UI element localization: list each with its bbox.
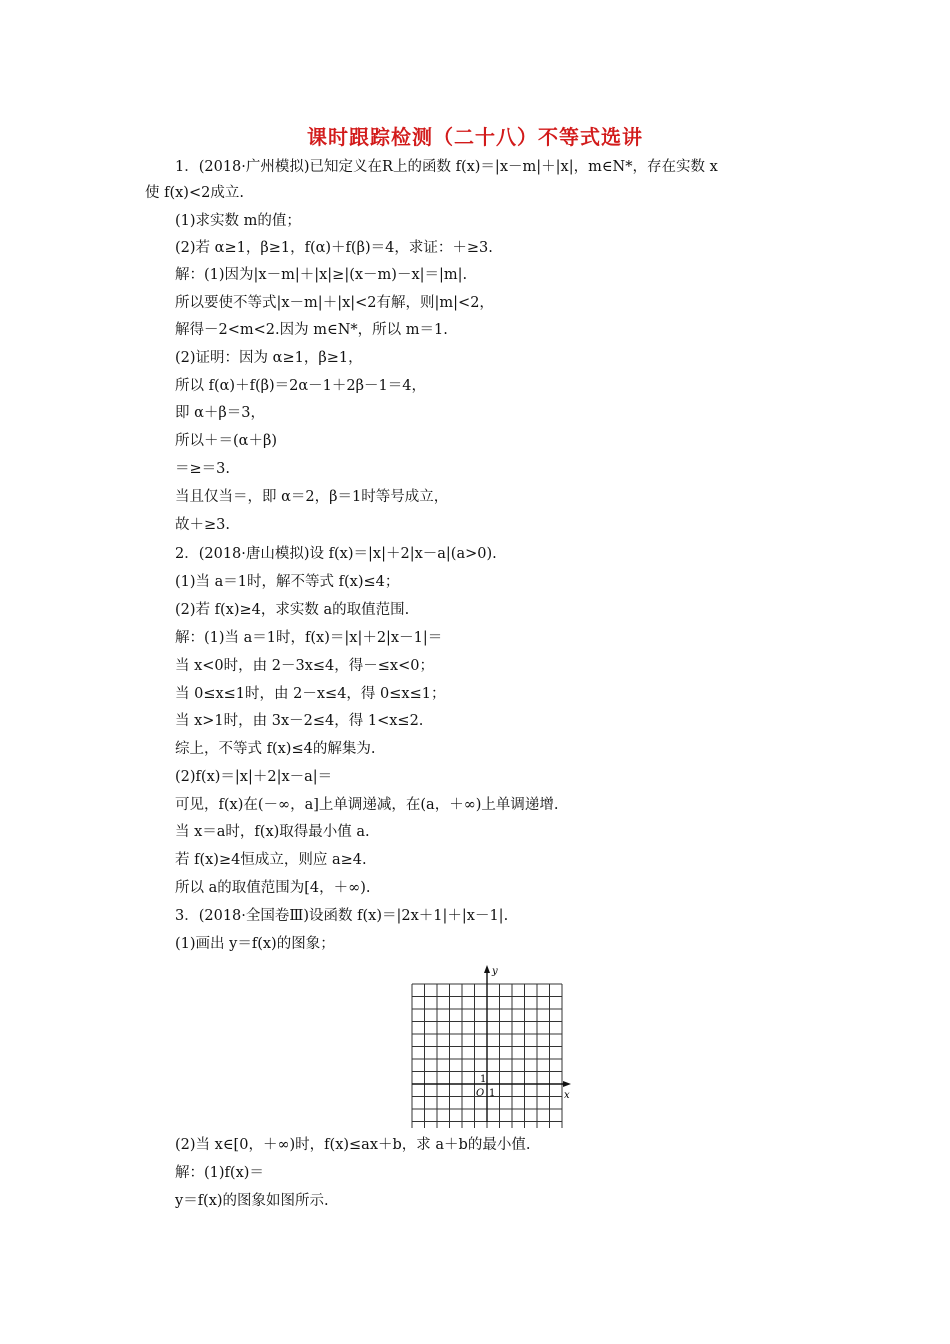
grid-svg <box>400 962 575 1128</box>
problem-1-part-2: (2)若 α≥1，β≥1，f(α)＋f(β)＝4，求证：＋≥3. <box>175 240 493 256</box>
x-axis-label: x <box>564 1090 570 1101</box>
solution-line: 即 α＋β＝3， <box>175 405 266 421</box>
solution-line: 所以要使不等式|x－m|＋|x|<2有解，则|m|<2， <box>175 295 494 311</box>
problem-2-stem: 2．(2018·唐山模拟)设 f(x)＝|x|＋2|x－a|(a>0). <box>175 546 497 562</box>
solution-line: y＝f(x)的图象如图所示. <box>175 1193 329 1209</box>
problem-1-stem: 1．(2018·广州模拟)已知定义在R上的函数 f(x)＝|x－m|＋|x|，m∈N*，存在实数 x <box>175 159 718 175</box>
y-unit-label: 1 <box>480 1074 487 1085</box>
y-axis-arrow-icon <box>484 965 490 973</box>
problem-2-part-2: (2)若 f(x)≥4，求实数 a的取值范围. <box>175 602 410 618</box>
x-axis-arrow-icon <box>563 1081 571 1087</box>
solution-line: 当且仅当＝，即 α＝2，β＝1时等号成立， <box>175 489 449 505</box>
solution-line: 解：(1)当 a＝1时，f(x)＝|x|＋2|x－1|＝ <box>175 630 443 646</box>
solution-line: 所以 a的取值范围为[4，＋∞). <box>175 880 371 896</box>
solution-line: 所以＋＝(α＋β) <box>175 433 277 449</box>
origin-label: O <box>476 1088 485 1099</box>
problem-1-stem-cont: 使 f(x)<2成立. <box>145 185 244 201</box>
solution-line: 当 x>1时，由 3x－2≤4，得 1<x≤2. <box>175 713 424 729</box>
x-unit-label: 1 <box>489 1088 496 1099</box>
page-title: 课时跟踪检测（二十八）不等式选讲 <box>307 125 643 149</box>
problem-3-stem: 3．(2018·全国卷Ⅲ)设函数 f(x)＝|2x＋1|＋|x－1|. <box>175 908 509 924</box>
solution-line: 若 f(x)≥4恒成立，则应 a≥4. <box>175 852 367 868</box>
coordinate-grid <box>400 962 575 1128</box>
solution-line: 解：(1)因为|x－m|＋|x|≥|(x－m)－x|＝|m|. <box>175 267 468 283</box>
solution-line: 可见，f(x)在(－∞，a]上单调递减，在(a，＋∞)上单调递增. <box>175 797 559 813</box>
solution-line: (2)f(x)＝|x|＋2|x－a|＝ <box>175 769 333 785</box>
problem-3-part-1: (1)画出 y＝f(x)的图象； <box>175 936 335 952</box>
solution-line: (2)证明：因为 α≥1，β≥1， <box>175 350 363 366</box>
solution-line: 综上，不等式 f(x)≤4的解集为. <box>175 741 376 757</box>
solution-line: 所以 f(α)＋f(β)＝2α－1＋2β－1＝4， <box>175 378 426 394</box>
problem-2-part-1: (1)当 a＝1时，解不等式 f(x)≤4； <box>175 574 400 590</box>
solution-line: 当 x<0时，由 2－3x≤4，得－≤x<0； <box>175 658 434 674</box>
solution-line: 故＋≥3. <box>175 517 230 533</box>
solution-line: 解：(1)f(x)＝ <box>175 1165 264 1181</box>
solution-line: 当 0≤x≤1时，由 2－x≤4，得 0≤x≤1； <box>175 686 446 702</box>
solution-line: 当 x＝a时，f(x)取得最小值 a. <box>175 824 370 840</box>
problem-3-part-2: (2)当 x∈[0，＋∞)时，f(x)≤ax＋b，求 a＋b的最小值. <box>175 1137 531 1153</box>
solution-line: ＝≥＝3. <box>175 461 230 477</box>
y-axis-label: y <box>492 966 498 977</box>
problem-1-part-1: (1)求实数 m的值； <box>175 213 301 229</box>
solution-line: 解得－2<m<2.因为 m∈N*，所以 m＝1. <box>175 322 448 338</box>
